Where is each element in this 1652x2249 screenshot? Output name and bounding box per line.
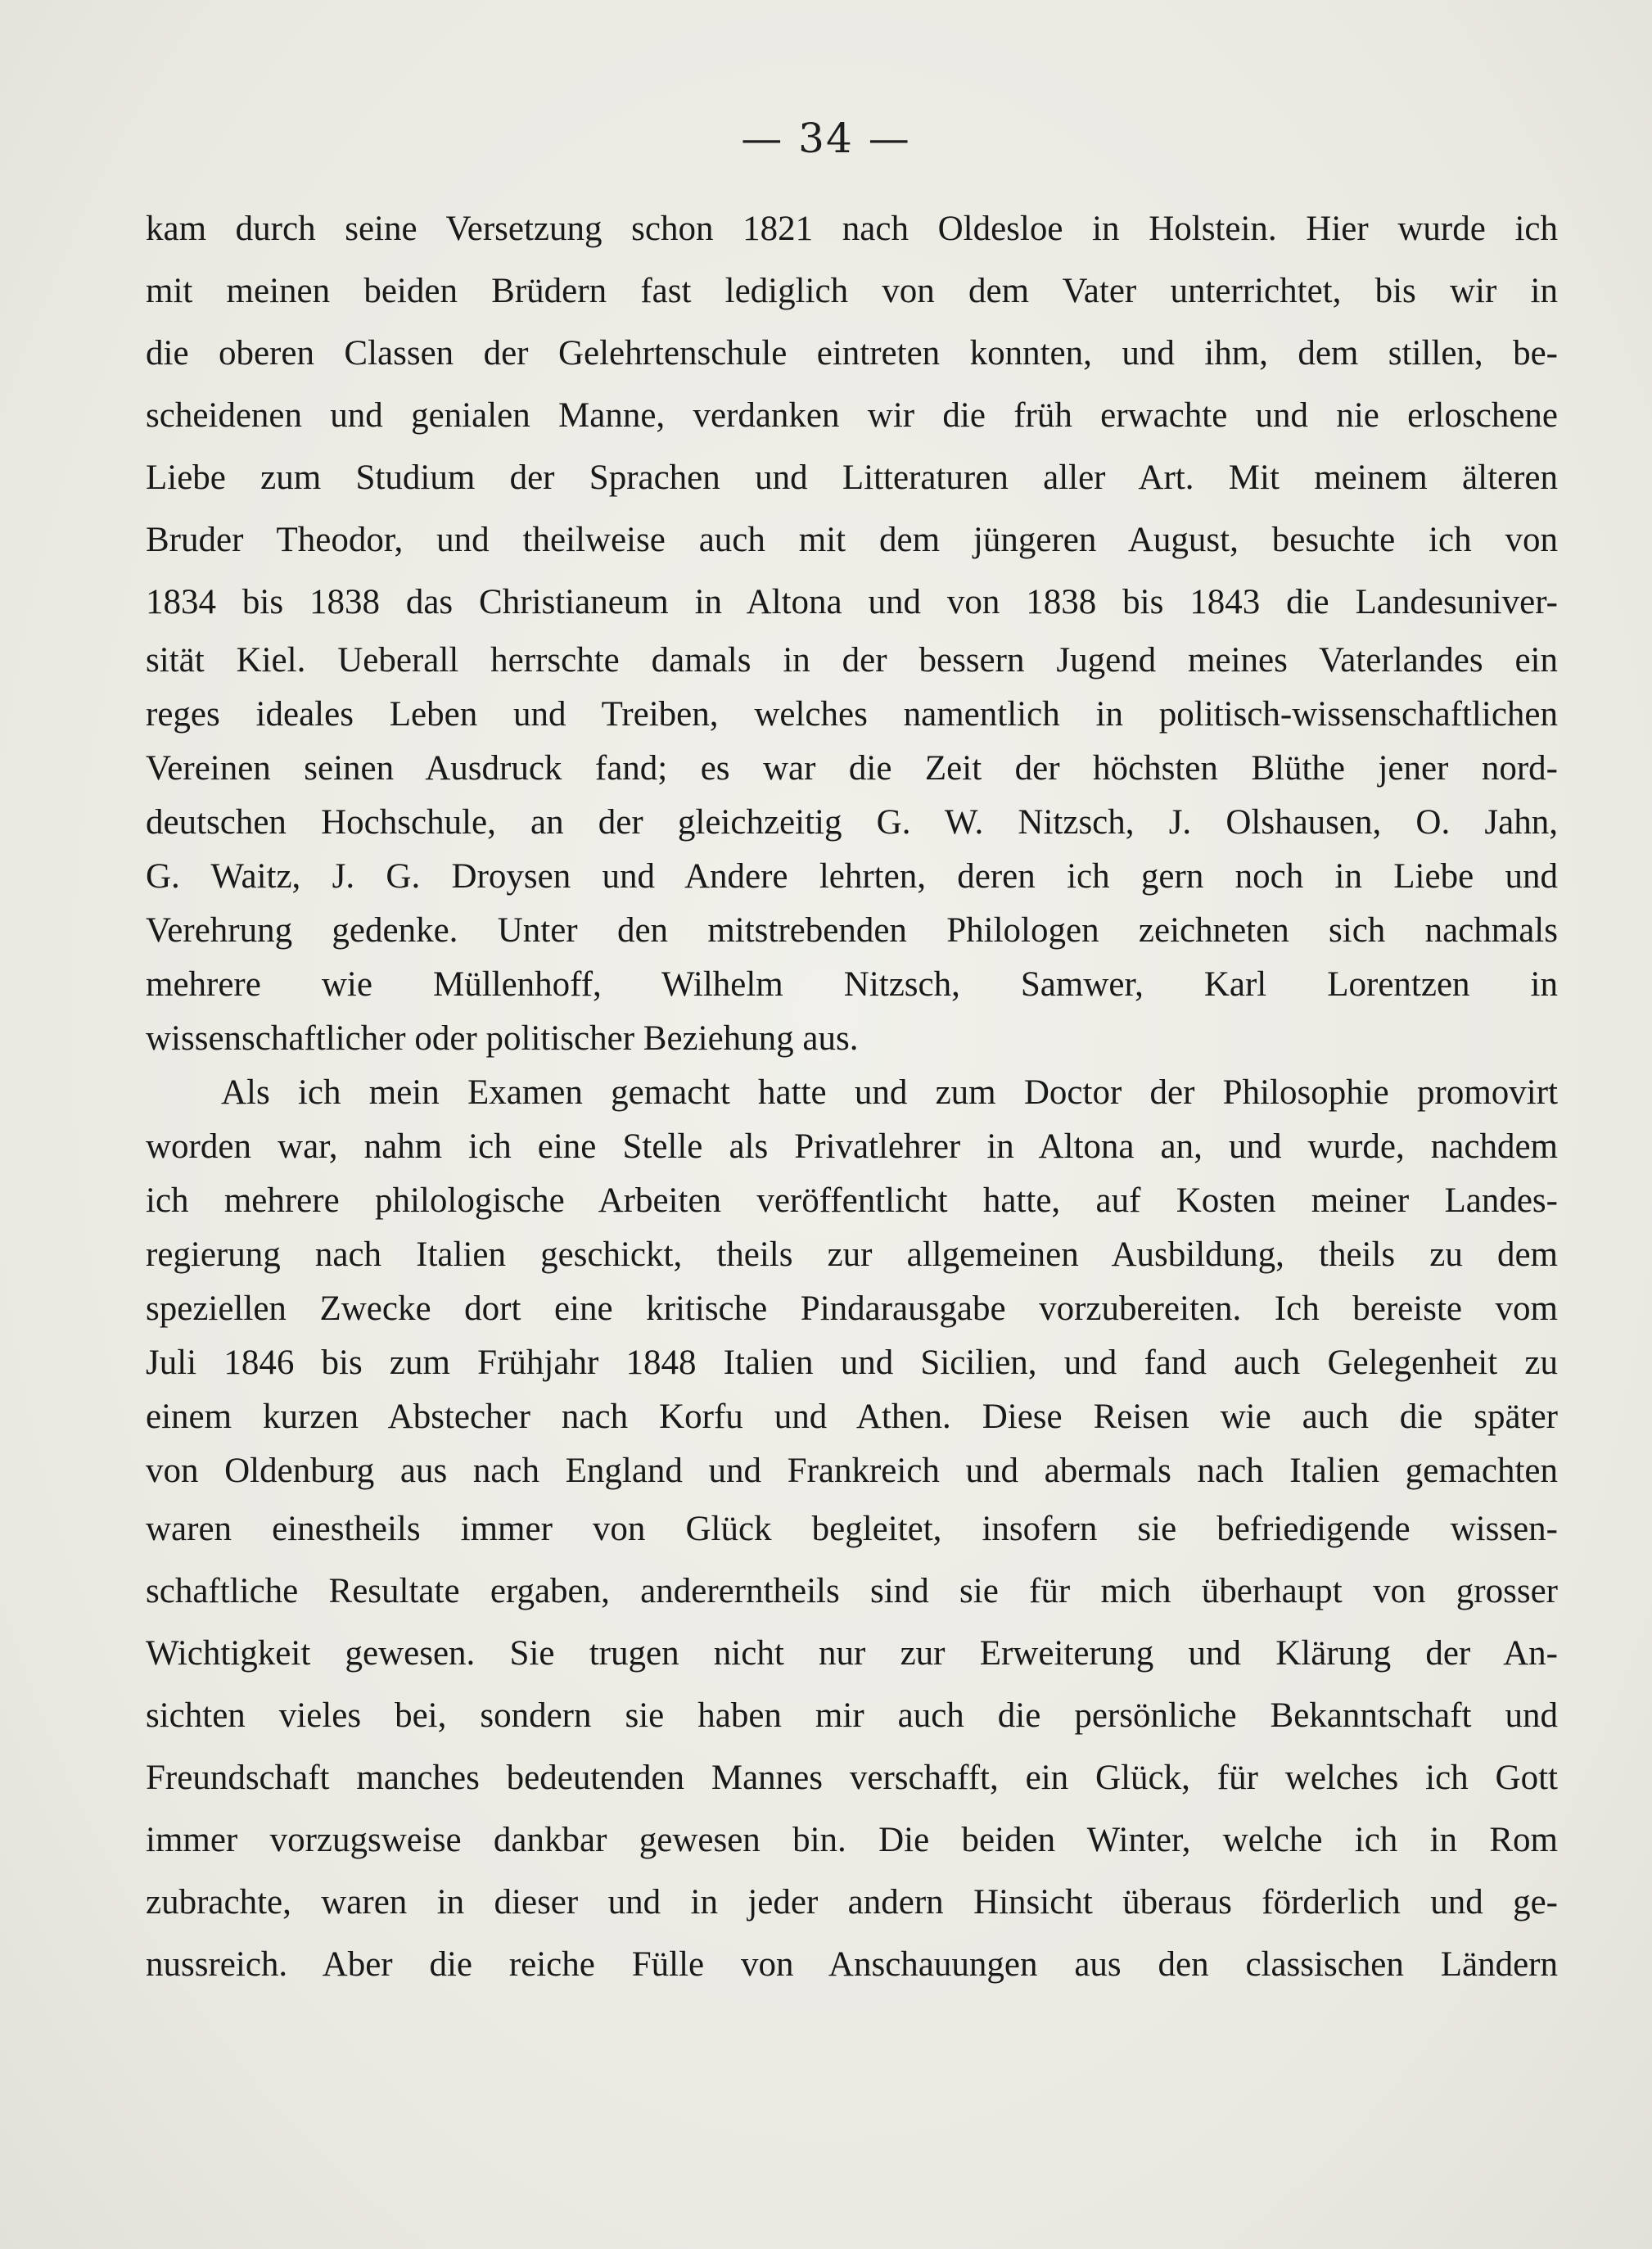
text-line: Liebe zum Studium der Sprachen und Litteraturen aller Art. Mit meinem älteren <box>146 458 1558 497</box>
text-line: die oberen Classen der Gelehrtenschule eintreten konnten, und ihm, dem stillen, be- <box>146 334 1558 373</box>
text-line: regierung nach Italien geschickt, theils zur allgemeinen Ausbildung, theils zu dem <box>146 1235 1558 1274</box>
text-line: einem kurzen Abstecher nach Korfu und Athen. Diese Reisen wie auch die später <box>146 1398 1558 1436</box>
text-line: deutschen Hochschule, an der gleichzeitig G. W. Nitzsch, J. Olshausen, O. Jahn, <box>146 803 1558 842</box>
text-line: waren einestheils immer von Glück begleitet, insofern sie befriedigende wissen- <box>146 1510 1558 1548</box>
text-line: Als ich mein Examen gemacht hatte und zum Doctor der Philosophie promovirt <box>221 1073 1558 1112</box>
text-line: Vereinen seinen Ausdruck fand; es war die Zeit der höchsten Blüthe jener nord- <box>146 749 1558 788</box>
text-line: sichten vieles bei, sondern sie haben mir auch die persönliche Bekanntschaft und <box>146 1696 1558 1735</box>
text-line: wissenschaftlicher oder politischer Beziehung aus. <box>146 1019 859 1058</box>
text-line: Wichtigkeit gewesen. Sie trugen nicht nur zur Erweiterung und Klärung der An- <box>146 1634 1558 1673</box>
text-line: mehrere wie Müllenhoff, Wilhelm Nitzsch, Samwer, Karl Lorentzen in <box>146 965 1558 1004</box>
text-line: immer vorzugsweise dankbar gewesen bin. Die beiden Winter, welche ich in Rom <box>146 1821 1558 1859</box>
text-line: speziellen Zwecke dort eine kritische Pindarausgabe vorzubereiten. Ich bereiste vom <box>146 1289 1558 1328</box>
text-line: von Oldenburg aus nach England und Frankreich und abermals nach Italien gemachten <box>146 1452 1558 1490</box>
page-number: — 34 — <box>741 115 911 162</box>
body-text <box>146 198 1558 1996</box>
text-line: ich mehrere philologische Arbeiten veröffentlicht hatte, auf Kosten meiner Landes- <box>146 1181 1558 1220</box>
text-line: worden war, nahm ich eine Stelle als Privatlehrer in Altona an, und wurde, nachdem <box>146 1127 1558 1166</box>
text-line: reges ideales Leben und Treiben, welches namentlich in politisch-wissenschaftlichen <box>146 695 1558 734</box>
text-line: zubrachte, waren in dieser und in jeder andern Hinsicht überaus förderlich und ge- <box>146 1883 1558 1922</box>
text-line: nussreich. Aber die reiche Fülle von Anschauungen aus den classischen Ländern <box>146 1945 1558 1984</box>
text-line: mit meinen beiden Brüdern fast lediglich von dem Vater unterrichtet, bis wir in <box>146 272 1558 310</box>
text-line: G. Waitz, J. G. Droysen und Andere lehrten, deren ich gern noch in Liebe und <box>146 857 1558 896</box>
text-line: scheidenen und genialen Manne, verdanken wir die früh erwachte und nie erloschene <box>146 396 1558 435</box>
text-line: schaftliche Resultate ergaben, andererntheils sind sie für mich überhaupt von grosser <box>146 1572 1558 1610</box>
text-line: kam durch seine Versetzung schon 1821 nach Oldesloe in Holstein. Hier wurde ich <box>146 210 1558 248</box>
text-line: sität Kiel. Ueberall herrschte damals in der bessern Jugend meines Vaterlandes ein <box>146 641 1558 680</box>
text-line: 1834 bis 1838 das Christianeum in Altona und von 1838 bis 1843 die Landesuniver- <box>146 583 1558 621</box>
text-line: Bruder Theodor, und theilweise auch mit dem jüngeren August, besuchte ich von <box>146 521 1558 559</box>
text-line: Freundschaft manches bedeutenden Mannes verschafft, ein Glück, für welches ich Gott <box>146 1759 1558 1797</box>
text-line: Verehrung gedenke. Unter den mitstrebenden Philologen zeichneten sich nachmals <box>146 911 1558 950</box>
text-line: Juli 1846 bis zum Frühjahr 1848 Italien und Sicilien, und fand auch Gelegenheit zu <box>146 1344 1558 1382</box>
